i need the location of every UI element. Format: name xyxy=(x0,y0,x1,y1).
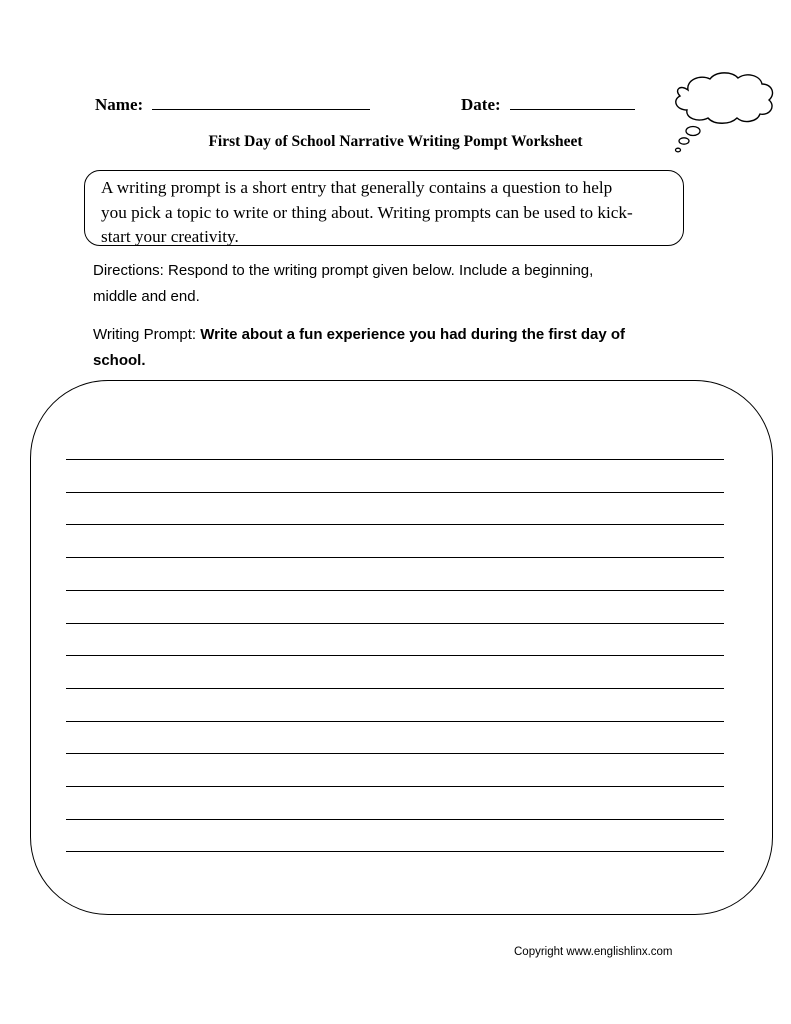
writing-line[interactable] xyxy=(66,590,724,591)
writing-line[interactable] xyxy=(66,753,724,754)
name-row xyxy=(95,93,370,115)
name-label: Name: xyxy=(95,95,144,114)
prompt-text: Write about a fun experience you had during the first day of xyxy=(200,326,626,343)
writing-prompt xyxy=(93,326,625,343)
writing-line[interactable] xyxy=(66,623,724,624)
writing-line[interactable] xyxy=(66,557,724,558)
writing-line[interactable] xyxy=(66,721,724,722)
intro-box xyxy=(84,170,684,246)
date-row xyxy=(461,93,635,115)
intro-line: A writing prompt is a short entry that generally contains a question to help xyxy=(101,178,613,197)
writing-line[interactable] xyxy=(66,786,724,787)
prompt-text-continued: school. xyxy=(93,352,146,369)
date-label: Date: xyxy=(461,95,501,114)
directions-line: Directions: Respond to the writing prompt given below. Include a beginning, xyxy=(93,262,594,279)
writing-line[interactable] xyxy=(66,524,724,525)
writing-area[interactable] xyxy=(30,380,773,915)
date-field[interactable] xyxy=(510,93,635,110)
writing-line[interactable] xyxy=(66,492,724,493)
writing-line[interactable] xyxy=(66,851,724,852)
copyright-text: Copyright www.englishlinx.com xyxy=(514,946,673,958)
prompt-label: Writing Prompt: xyxy=(93,326,197,343)
writing-line[interactable] xyxy=(66,819,724,820)
intro-line: start your creativity. xyxy=(101,227,239,246)
name-field[interactable] xyxy=(152,93,370,110)
intro-line: you pick a topic to write or thing about. Writing prompts can be used to kick- xyxy=(101,202,633,222)
writing-line[interactable] xyxy=(66,655,724,656)
writing-line[interactable] xyxy=(66,459,724,460)
writing-line[interactable] xyxy=(66,688,724,689)
worksheet-title: First Day of School Narrative Writing Pompt Worksheet xyxy=(208,133,583,150)
directions-line: middle and end. xyxy=(93,288,200,305)
